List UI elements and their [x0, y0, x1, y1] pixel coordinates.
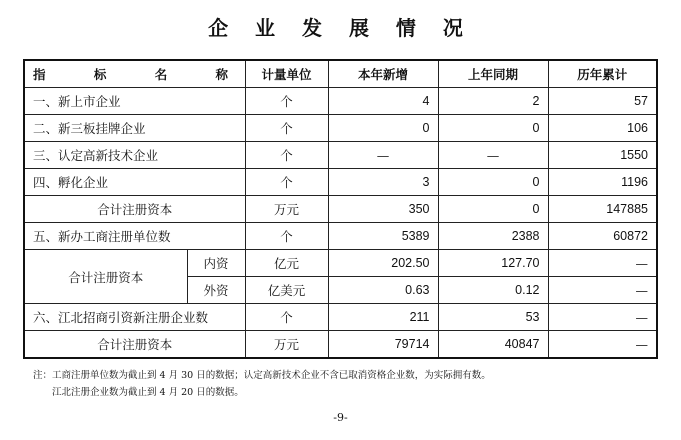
row-last-year: 0	[438, 196, 548, 223]
row-unit: 个	[245, 169, 328, 196]
row-unit: 个	[245, 115, 328, 142]
header-cumulative: 历年累计	[548, 60, 657, 88]
row-unit: 个	[245, 304, 328, 331]
header-unit: 计量单位	[245, 60, 328, 88]
row-last-year: 53	[438, 304, 548, 331]
row-cumulative: 57	[548, 88, 657, 115]
row-name: 二、新三板挂牌企业	[24, 115, 245, 142]
row-last-year: 0	[438, 169, 548, 196]
row-this-year: 4	[328, 88, 438, 115]
footnote-line-1: 注：工商注册单位数为截止到 4 月 30 日的数据；认定高新技术企业不含已取消资格企业数，为实际拥有数。	[33, 370, 491, 381]
row-last-year: 0	[438, 115, 548, 142]
row-unit: 个	[245, 88, 328, 115]
row-this-year: 350	[328, 196, 438, 223]
row-this-year: 202.50	[328, 250, 438, 277]
row-this-year: 5389	[328, 223, 438, 250]
row-name: 一、新上市企业	[24, 88, 245, 115]
row-cumulative: 147885	[548, 196, 657, 223]
table-row	[24, 196, 657, 223]
row-last-year: 2	[438, 88, 548, 115]
row-kind: 外资	[187, 277, 245, 304]
row-name: 合计注册资本	[24, 331, 245, 359]
row-this-year: 0	[328, 115, 438, 142]
row-this-year: 0.63	[328, 277, 438, 304]
table-row	[24, 331, 657, 359]
row-last-year: 2388	[438, 223, 548, 250]
row-last-year: —	[438, 142, 548, 169]
table-row	[24, 88, 657, 115]
row-cumulative: 60872	[548, 223, 657, 250]
footnote-line-2: 江北注册企业数为截止到 4 月 20 日的数据。	[52, 387, 244, 398]
row-kind: 内资	[187, 250, 245, 277]
header-this-year: 本年新增	[328, 60, 438, 88]
row-name: 合计注册资本	[24, 250, 187, 304]
row-unit: 亿元	[245, 250, 328, 277]
row-unit: 个	[245, 142, 328, 169]
page-number: -9-	[333, 411, 348, 424]
row-name: 四、孵化企业	[24, 169, 245, 196]
row-name: 三、认定高新技术企业	[24, 142, 245, 169]
header-last-year: 上年同期	[438, 60, 548, 88]
row-this-year: 79714	[328, 331, 438, 359]
row-unit: 亿美元	[245, 277, 328, 304]
row-name: 五、新办工商注册单位数	[24, 223, 245, 250]
table-row	[24, 304, 657, 331]
row-cumulative: —	[548, 250, 657, 277]
row-last-year: 40847	[438, 331, 548, 359]
row-cumulative: —	[548, 331, 657, 359]
row-this-year: —	[328, 142, 438, 169]
row-cumulative: 1196	[548, 169, 657, 196]
row-last-year: 127.70	[438, 250, 548, 277]
row-last-year: 0.12	[438, 277, 548, 304]
table-row	[24, 115, 657, 142]
row-cumulative: 106	[548, 115, 657, 142]
row-unit: 万元	[245, 331, 328, 359]
header-row	[24, 60, 657, 88]
table-row	[24, 223, 657, 250]
row-name: 六、江北招商引资新注册企业数	[24, 304, 245, 331]
row-this-year: 3	[328, 169, 438, 196]
table-row	[24, 250, 657, 277]
row-name: 合计注册资本	[24, 196, 245, 223]
row-cumulative: —	[548, 277, 657, 304]
header-indicator: 指 标 名 称	[24, 60, 245, 88]
table-row	[24, 169, 657, 196]
row-cumulative: —	[548, 304, 657, 331]
table-row	[24, 142, 657, 169]
enterprise-table	[23, 59, 658, 359]
row-this-year: 211	[328, 304, 438, 331]
row-unit: 万元	[245, 196, 328, 223]
page-title: 企 业 发 展 情 况	[208, 16, 473, 40]
row-cumulative: 1550	[548, 142, 657, 169]
row-unit: 个	[245, 223, 328, 250]
